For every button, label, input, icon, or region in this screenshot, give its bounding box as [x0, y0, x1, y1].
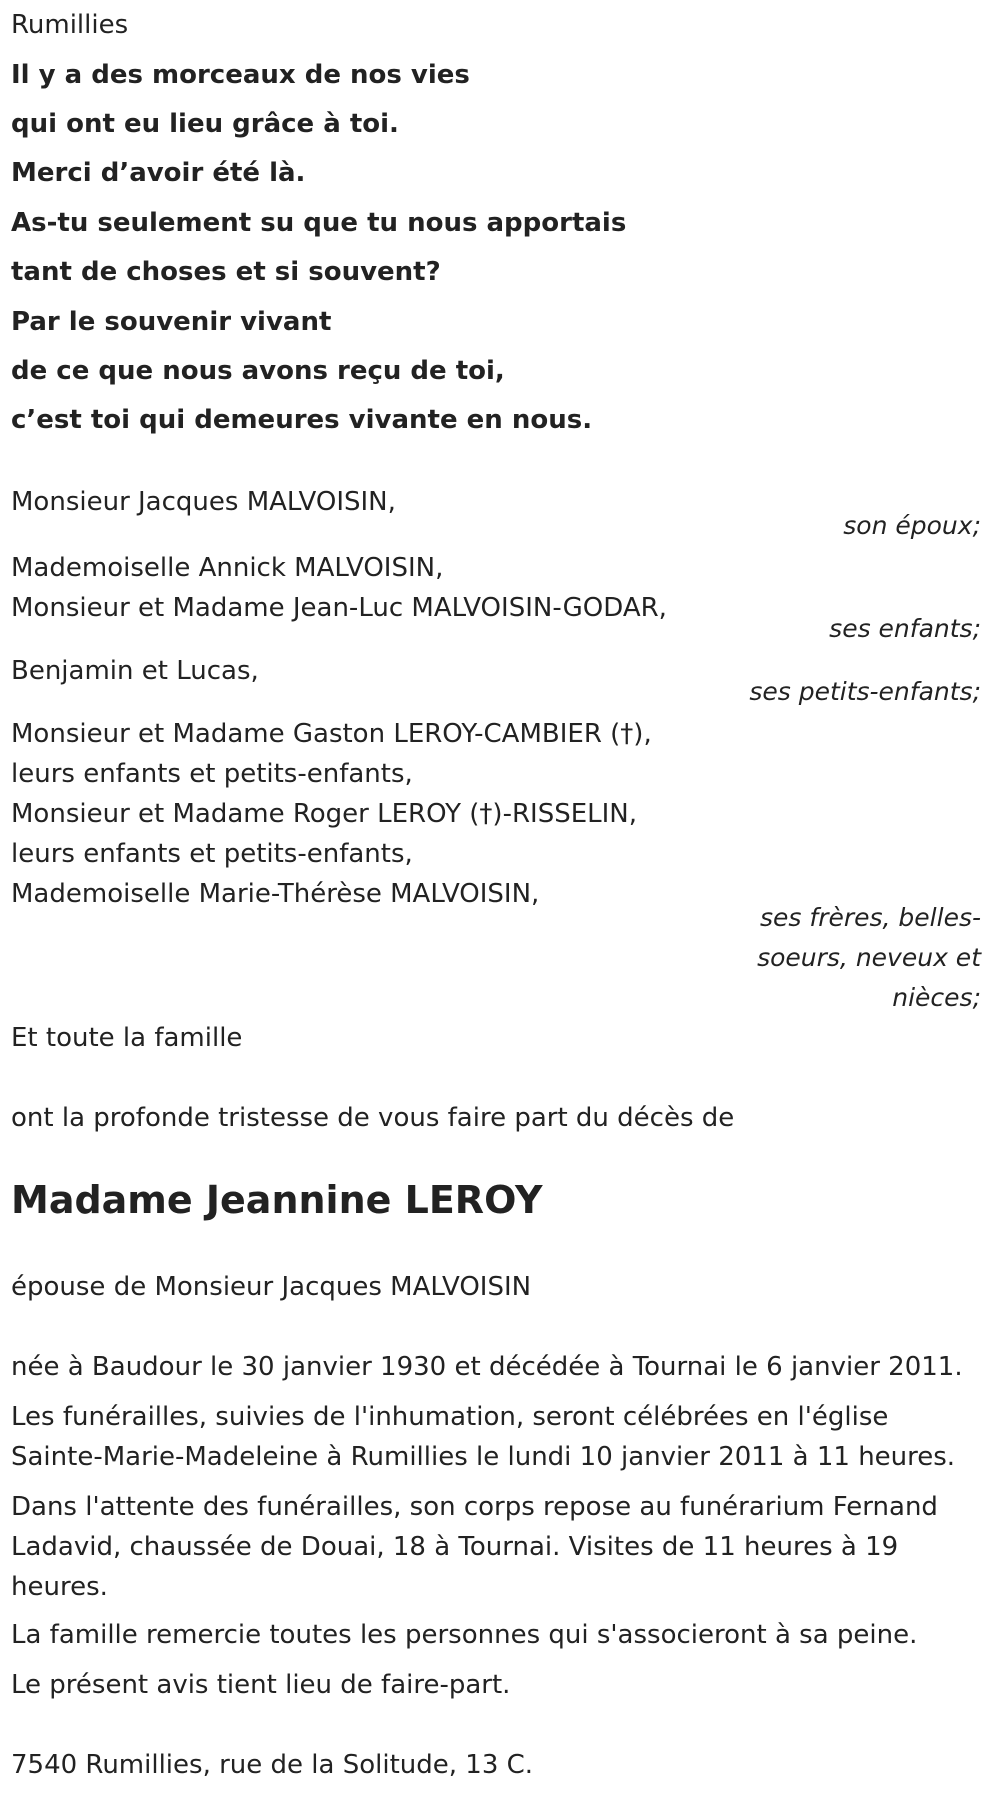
poem-line: As-tu seulement su que tu nous apportais — [11, 208, 627, 238]
siblings-role: ses frères, belles-soeurs, neveux et nièces; — [757, 903, 981, 1012]
poem-line: de ce que nous avons reçu de toi, — [11, 356, 505, 386]
birth-death-dates: née à Baudour le 30 janvier 1930 et décédée à Tournai le 6 janvier 2011. — [11, 1352, 963, 1382]
child-name: Monsieur et Madame Jean-Luc MALVOISIN-GODAR, — [11, 593, 667, 623]
sibling-line: leurs enfants et petits-enfants, — [11, 839, 413, 869]
sibling-line: leurs enfants et petits-enfants, — [11, 759, 413, 789]
funeral-details: Les funérailles, suivies de l'inhumation, seront célébrées en l'église Sainte-Marie-Madeleine à Rumillies le lundi 10 janvier 2011 à 11 heures. — [11, 1402, 956, 1472]
poem-line: tant de choses et si souvent? — [11, 257, 441, 287]
poem-line: Il y a des morceaux de nos vies — [11, 60, 470, 90]
spouse-role: son époux; — [843, 511, 981, 540]
poem-line: Par le souvenir vivant — [11, 307, 332, 337]
repose-details: Dans l'attente des funérailles, son corps repose au funérarium Fernand Ladavid, chaussée de Douai, 18 à Tournai. Visites de 11 heures à 19 heures. — [11, 1492, 938, 1602]
place-header: Rumillies — [11, 10, 129, 40]
child-name: Mademoiselle Annick MALVOISIN, — [11, 553, 444, 583]
sibling-line: Monsieur et Madame Gaston LEROY-CAMBIER (†), — [11, 719, 652, 749]
deceased-name: Madame Jeannine LEROY — [11, 1178, 543, 1222]
announcement-intro: ont la profonde tristesse de vous faire part du décès de — [11, 1103, 735, 1133]
grandchildren-names: Benjamin et Lucas, — [11, 656, 259, 686]
poem-line: qui ont eu lieu grâce à toi. — [11, 109, 399, 139]
family-thanks: La famille remercie toutes les personnes qui s'associeront à sa peine. — [11, 1620, 918, 1650]
whole-family: Et toute la famille — [11, 1023, 243, 1053]
address: 7540 Rumillies, rue de la Solitude, 13 C. — [11, 1750, 534, 1780]
poem-line: c’est toi qui demeures vivante en nous. — [11, 405, 593, 435]
children-role: ses enfants; — [829, 614, 981, 643]
sibling-line: Mademoiselle Marie-Thérèse MALVOISIN, — [11, 879, 540, 909]
notice-statement: Le présent avis tient lieu de faire-part. — [11, 1670, 511, 1700]
sibling-line: Monsieur et Madame Roger LEROY (†)-RISSELIN, — [11, 799, 637, 829]
spouse-line: épouse de Monsieur Jacques MALVOISIN — [11, 1272, 532, 1302]
grandchildren-role: ses petits-enfants; — [749, 677, 981, 706]
spouse-name: Monsieur Jacques MALVOISIN, — [11, 487, 396, 517]
poem-line: Merci d’avoir été là. — [11, 158, 306, 188]
